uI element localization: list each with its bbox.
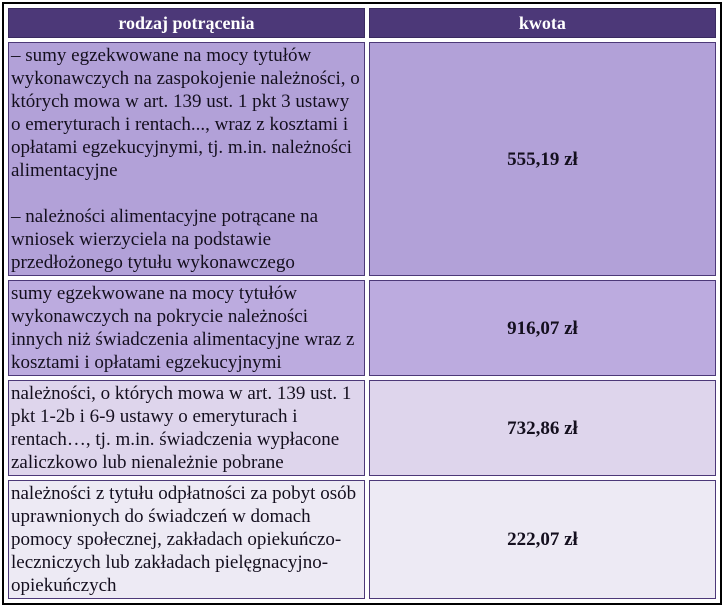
deduction-description: należności z tytułu odpłatności za pobyt osób uprawnionych do świadczeń w domach pomocy społecznej, zakładach opiekuńczo-leczniczych lub zakładach pielęgnacyjno-opiekuńczych	[11, 483, 357, 596]
deduction-amount-cell: 555,19 zł	[369, 42, 716, 276]
table-row	[8, 280, 716, 376]
deduction-amount-cell: 222,07 zł	[369, 480, 716, 599]
column-header-deduction-type: rodzaj potrącenia	[8, 8, 365, 38]
table-row	[8, 480, 716, 599]
deduction-type-cell	[8, 42, 365, 276]
deduction-amount-cell: 732,86 zł	[369, 380, 716, 476]
deduction-description: sumy egzekwowane na mocy tytułów wykonawczych na pokrycie należności innych niż świadczenia alimentacyjne wraz z kosztami i opłatami egzekucyjnymi	[11, 283, 355, 373]
table-body	[8, 42, 716, 599]
deduction-description: – sumy egzekwowane na mocy tytułów wykonawczych na zaspokojenie należności, o których mowa w art. 139 ust. 1 pkt 3 ustawy o emeryturach i rentach..., wraz z kosztami i opłatami egzekucyjnymi, tj. m.in. należności alimentacyjne	[11, 45, 360, 181]
column-header-amount: kwota	[369, 8, 716, 38]
table-row	[8, 42, 716, 276]
header-row	[8, 8, 716, 38]
deduction-description-continued: – należności alimentacyjne potrącane na wniosek wierzyciela na podstawie przedłożonego tytułu wykonawczego	[11, 206, 319, 273]
deduction-type-cell	[8, 480, 365, 599]
table-header	[8, 8, 716, 38]
table-row	[8, 380, 716, 476]
deductions-table	[2, 2, 722, 605]
deduction-type-cell	[8, 380, 365, 476]
deduction-amount-cell: 916,07 zł	[369, 280, 716, 376]
deduction-description: należności, o których mowa w art. 139 ust. 1 pkt 1-2b i 6-9 ustawy o emeryturach i rentach…, tj. m.in. świadczenia wypłacone zaliczkowo lub nienależnie pobrane	[11, 383, 352, 473]
deduction-type-cell	[8, 280, 365, 376]
